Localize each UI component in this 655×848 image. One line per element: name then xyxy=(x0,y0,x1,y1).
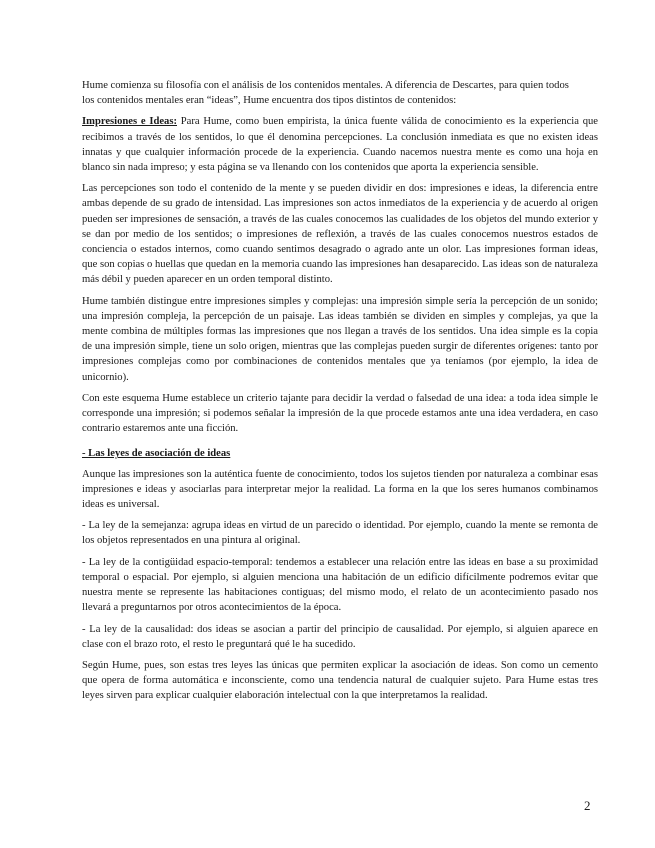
law-similarity-paragraph: - La ley de la semejanza: agrupa ideas en virtud de un parecido o identidad. Por ejemplo, cuando la mente se remonta de los objetos representados en una pintura al original. xyxy=(82,520,598,547)
intro-line-2: los contenidos mentales eran “ideas”, Hume encuentra dos tipos distintos de contenidos: xyxy=(82,95,457,107)
impressions-heading: Impresiones e Ideas: xyxy=(82,116,177,128)
law-causality-paragraph: - La ley de la causalidad: dos ideas se asocian a partir del principio de causalidad. Por ejemplo, si alguien aparece en clase con el brazo roto, el resto le preguntará qué le ha sucedido. xyxy=(82,623,598,650)
criterion-paragraph: Con este esquema Hume establece un criterio tajante para decidir la verdad o falsedad de una idea: a toda idea simple le corresponde una impresión; si podemos señalar la impresión de la que procede estamos ante una idea verdadera, en caso contrario estaremos ante una ficción. xyxy=(82,392,598,435)
law-contiguity-paragraph: - La ley de la contigüidad espacio-temporal: tendemos a establecer una relación entre las ideas en base a su proximidad temporal o espacial. Por ejemplo, si alguien menciona una habitación de un edificio difícilmente podremos evitar que nuestra mente se represente las habitaciones contiguas; del mismo modo, el relato de un acontecimiento pasado nos llevará a preguntarnos por otros acontecimientos de la época. xyxy=(82,556,598,614)
conclusion-paragraph: Según Hume, pues, son estas tres leyes las únicas que permiten explicar la asociación de ideas. Son como un cemento que opera de forma automática e inconsciente, como una tendencia natural de cualquier sujeto. Para Hume estas tres leyes sirven para explicar cualquier elaboración intelectual con la que interpretamos la realidad. xyxy=(82,659,598,702)
intro-line-1: Hume comienza su filosofía con el análisis de los contenidos mentales. A diferencia de Descartes, para quien todos xyxy=(82,80,569,91)
laws-intro-paragraph: Aunque las impresiones son la auténtica fuente de conocimiento, todos los sujetos tienden por naturaleza a combinar esas impresiones e ideas y asociarlas para interpretar mejor la realidad. La forma en la que los seres humanos combinamos ideas es universal. xyxy=(82,468,598,511)
perceptions-paragraph: Las percepciones son todo el contenido de la mente y se pueden dividir en dos: impresiones e ideas, la diferencia entre ambas depende de su grado de intensidad. Las impresiones son actos inmediatos de la experiencia y de acuerdo al origen pueden ser impresiones de sensación, a través de las cuales conocemos las cualidades de los objetos del mundo exterior y se dan por medio de los sentidos; o impresiones de reflexión, a través de las cuales conocemos nuestros estados de conciencia o estados internos, como cuando sentimos desagrado o agrado ante un olor. Las impresiones forman ideas, que son copias o huellas que quedan en la memoria cuando las impresiones han desaparecido. Las ideas son de naturaleza más débil y pueden aparecer en un orden temporal distinto. xyxy=(82,183,598,286)
intro-paragraph xyxy=(82,78,598,108)
document-page xyxy=(82,78,598,710)
impressions-text: Para Hume, como buen empirista, la única fuente válida de conocimiento es la experiencia que recibimos a través de los sentidos, lo que él denomina percepciones. La conclusión inmediata es que no existen ideas innatas y que cualquier información procede de la experiencia. Cuando nacemos nuestra mente es como una hoja en blanco sin nada impreso; y esta página se va llenando con los contenidos que aporta la experiencia sensible. xyxy=(82,116,598,174)
laws-heading: - Las leyes de asociación de ideas xyxy=(82,448,231,460)
impressions-paragraph xyxy=(82,114,598,175)
page-number: 2 xyxy=(584,798,591,813)
simple-complex-paragraph: Hume también distingue entre impresiones simples y complejas: una impresión simple sería la percepción de un sonido; una impresión compleja, la percepción de un paisaje. Las ideas también se dividen en simples y complejas, ya que la mente combina de múltiples formas las impresiones que nos llegan a través de los sentidos. Una idea simple es la copia de una impresión simple, tiene un solo origen, mientras que las complejas pueden surgir de diferentes orígenes: tanto por impresiones complejas como por combinaciones de contenidos mentales que ya teníamos (por ejemplo, la idea de unicornio). xyxy=(82,295,598,383)
